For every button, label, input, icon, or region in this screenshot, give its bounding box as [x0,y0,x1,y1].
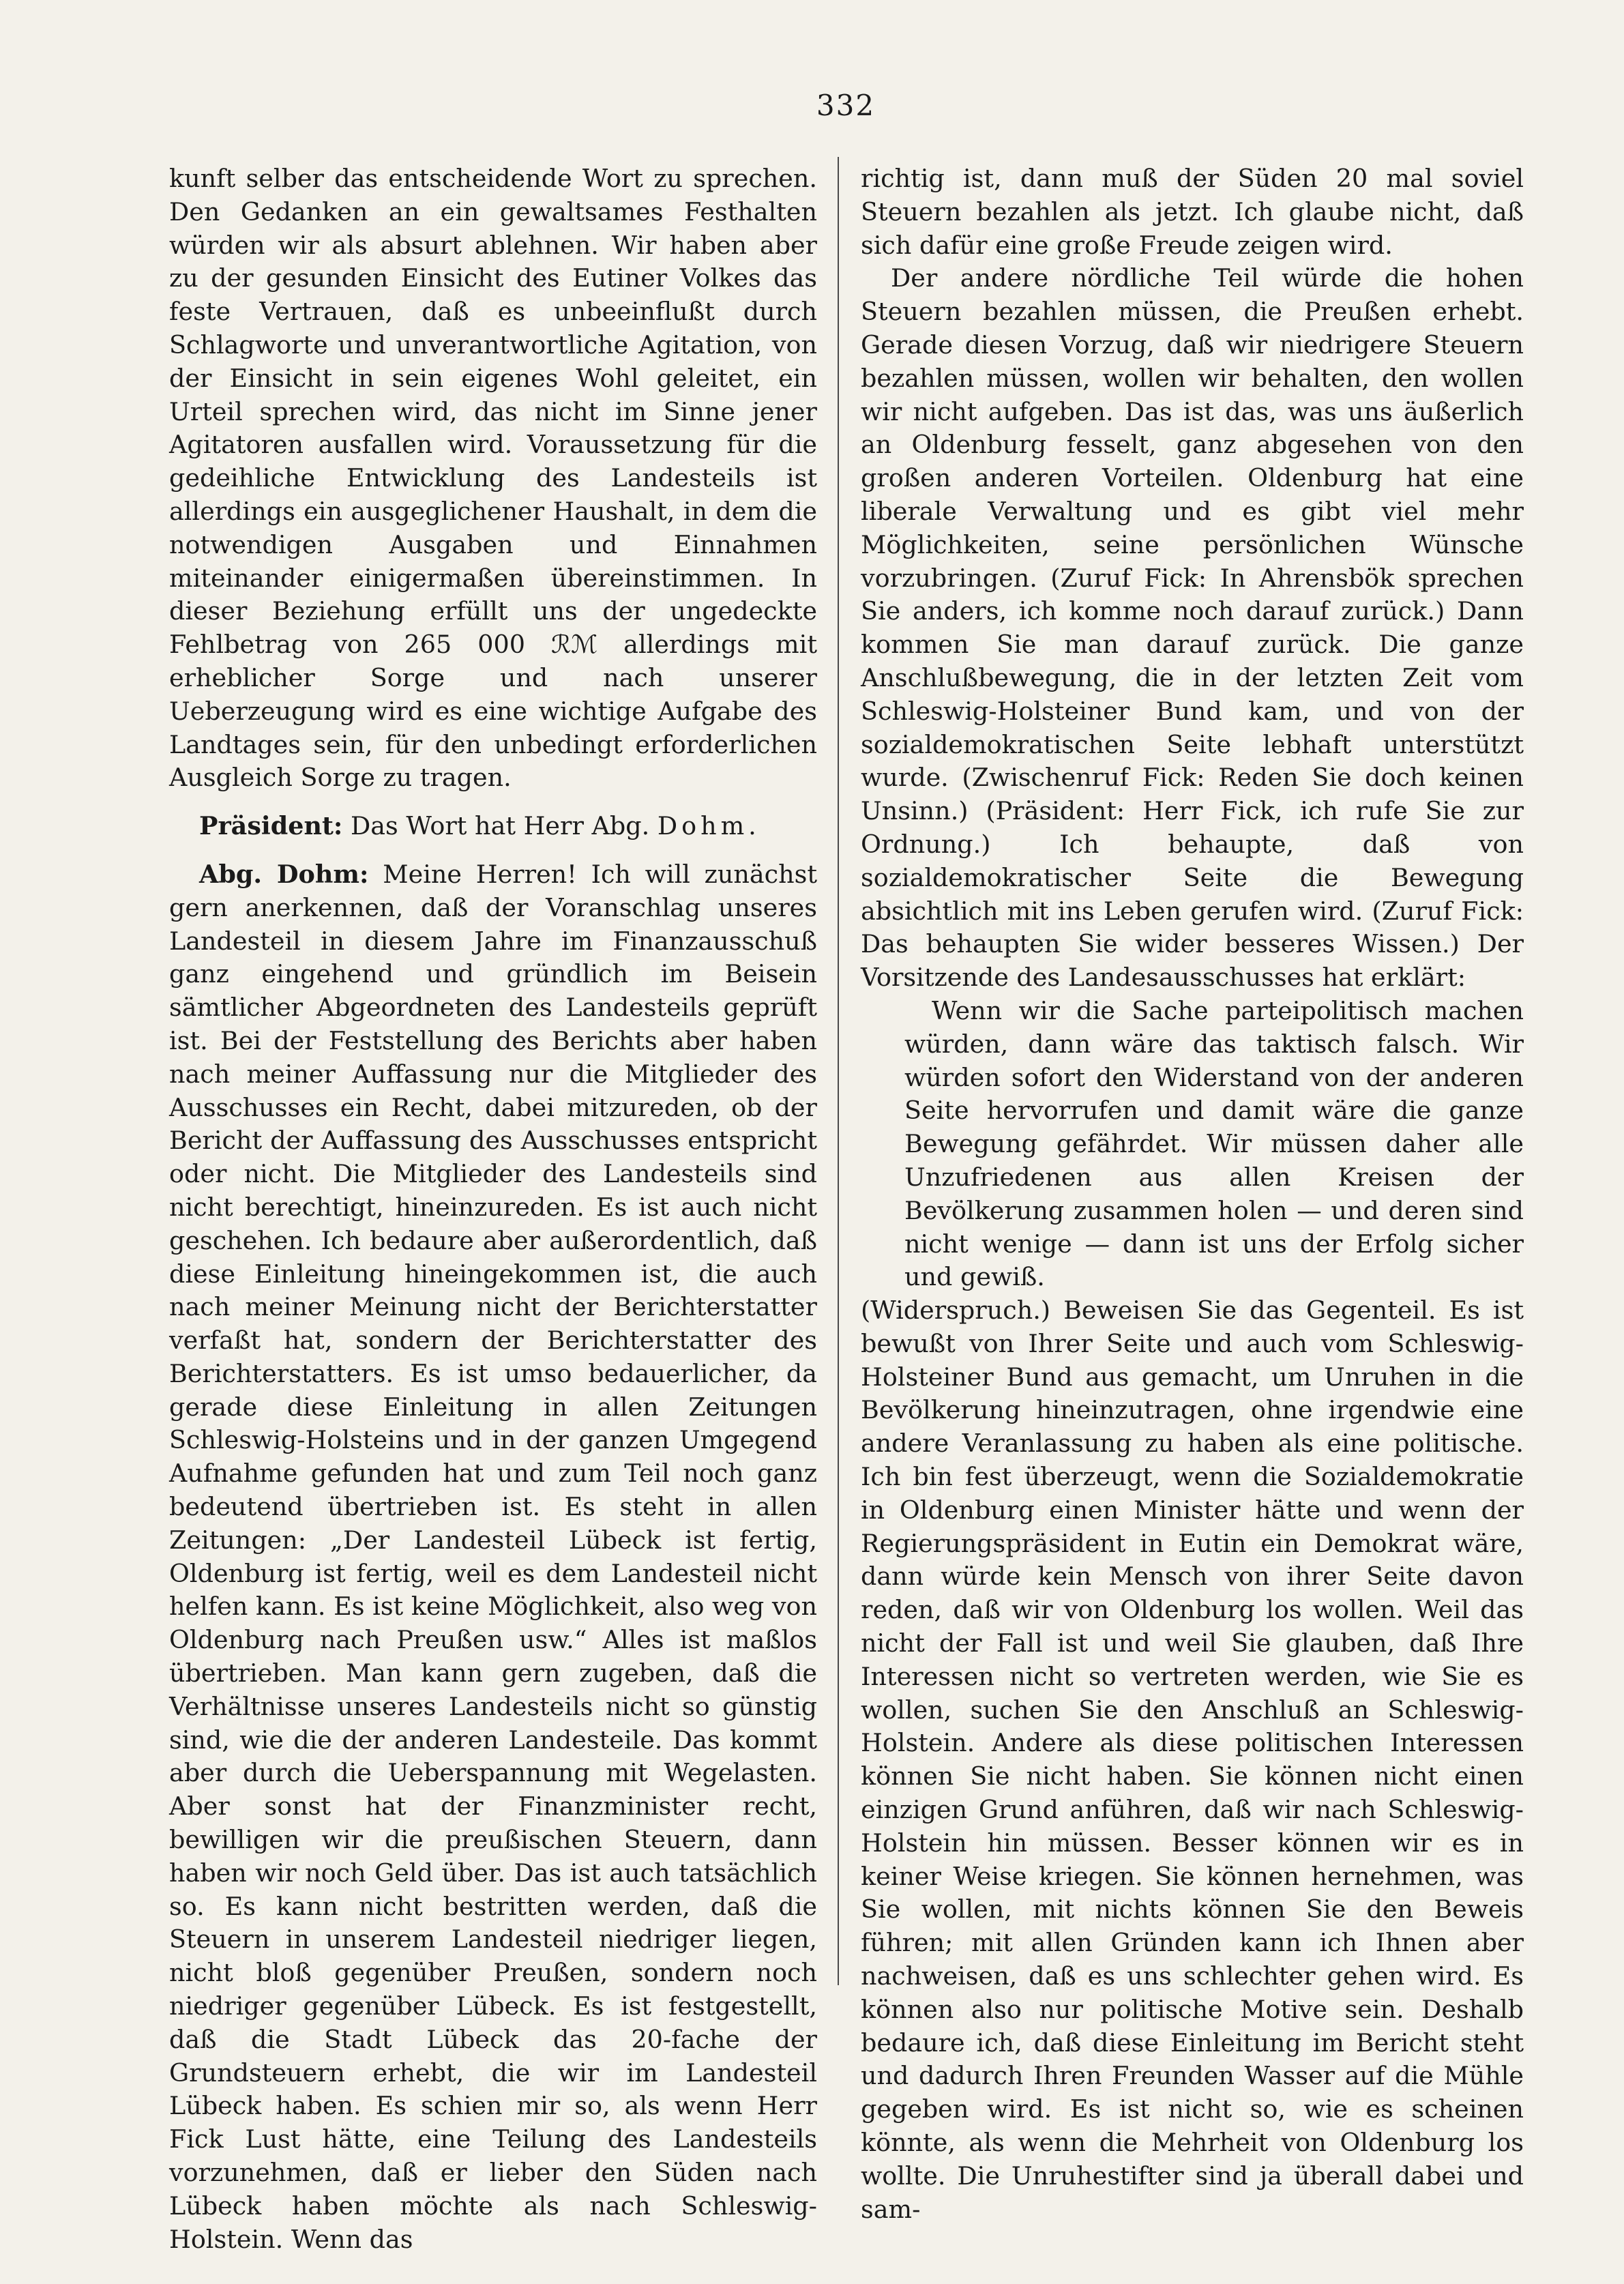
left-column [169,162,817,2256]
right-paragraph-3: (Widerspruch.) Beweisen Sie das Gegenteil. Es ist bewußt von Ihrer Seite und auch vom Schleswig-Holsteiner Bund aus gemacht, um Unruhen in die Bevölkerung hineinzutragen, ohne irgendwie eine andere Veranlassung zu haben als eine politische. Ich bin fest überzeugt, wenn die Sozialdemokratie in Oldenburg einen Minister hätte und wenn der Regierungspräsident in Eutin ein Demokrat wäre, dann würde kein Mensch von ihrer Seite davon reden, daß wir von Oldenburg los wollen. Weil das nicht der Fall ist und weil Sie glauben, daß Ihre Interessen nicht so vertreten werden, wie Sie es wollen, suchen Sie den Anschluß an Schleswig-Holstein. Andere als diese politischen Interessen können Sie nicht haben. Sie können nicht einen einzigen Grund anführen, daß wir nach Schleswig-Holstein hin müssen. Besser können wir es in keiner Weise kriegen. Sie können hernehmen, was Sie wollen, mit nichts können Sie den Beweis führen; mit allen Gründen kann ich Ihnen aber nachweisen, daß es uns schlechter gehen wird. Es können also nur politische Motive sein. Deshalb bedaure ich, daß diese Einleitung im Bericht steht und dadurch Ihren Freunden Wasser auf die Mühle gegeben wird. Es ist nicht so, wie es scheinen könnte, als wenn die Mehrheit von Oldenburg los wollte. Die Unruhestifter sind ja überall dabei und sam- [861,1295,1524,2224]
dohm-speech: Meine Herren! Ich will zunächst gern anerkennen, daß der Voranschlag unseres Landesteil in diesem Jahre im Finanzausschuß ganz eingehend und gründlich im Beisein sämtlicher Abgeordneten des Landesteils geprüft ist. Bei der Feststellung des Berichts aber haben nach meiner Auffassung nur die Mitglieder des Ausschusses ein Recht, dabei mitzureden, ob der Bericht der Auffassung des Ausschusses entspricht oder nicht. Die Mitglieder des Landesteils sind nicht berechtigt, hineinzureden. Es ist auch nicht geschehen. Ich bedaure aber außerordentlich, daß diese Einleitung hineingekommen ist, die auch nach meiner Meinung nicht der Berichterstatter verfaßt hat, sondern der Berichterstatter des Berichterstatters. Es ist umso bedauerlicher, da gerade diese Einleitung in allen Zeitungen Schleswig-Holsteins und in der ganzen Umgegend Aufnahme gefunden hat und zum Teil noch ganz bedeutend übertrieben ist. Es steht in allen Zeitungen: „Der Landesteil Lübeck ist fertig, Oldenburg ist fertig, weil es dem Landesteil nicht helfen kann. Es ist keine Möglichkeit, also weg von Oldenburg nach Preußen usw.“ Alles ist maßlos übertrieben. Man kann gern zugeben, daß die Verhältnisse unseres Landesteils nicht so günstig sind, wie die der anderen Landesteile. Das kommt aber durch die Ueberspannung mit Wegelasten. Aber sonst hat der Finanzminister recht, bewilligen wir die preußischen Steuern, dann haben wir noch Geld über. Das ist auch tatsächlich so. Es kann nicht bestritten werden, daß die Steuern in unserem Landesteil niedriger liegen, nicht bloß gegenüber Preußen, sondern noch niedriger gegenüber Lübeck. Es ist festgestellt, daß die Stadt Lübeck das 20-fache der Grundsteuern erhebt, die wir im Landesteil Lübeck haben. Es schien mir so, als wenn Herr Fick Lust hätte, eine Teilung des Landesteils vorzunehmen, daß er lieber den Süden nach Lübeck haben möchte als nach Schleswig-Holstein. Wenn das [169,859,817,2254]
president-statement: Das Wort hat Herr Abg. [350,811,650,841]
speaker-label-president: Präsident: [199,811,343,841]
left-paragraph-1: kunft selber das entscheidende Wort zu sprechen. Den Gedanken an ein gewaltsames Festhalten würden wir als absurt ablehnen. Wir haben aber zu der gesunden Einsicht des Eutiner Volkes das feste Vertrauen, daß es unbeeinflußt durch Schlagworte und unverantwortliche Agitation, von der Einsicht in sein eigenes Wohl geleitet, ein Urteil sprechen wird, das nicht im Sinne jener Agitatoren ausfallen wird. Voraussetzung für die gedeihliche Entwicklung des Landesteils ist allerdings ein ausgeglichener Haushalt, in dem die notwendigen Ausgaben und Einnahmen miteinander einigermaßen übereinstimmen. In dieser Beziehung erfüllt uns der ungedeckte Fehlbetrag von 265 000 ℛℳ allerdings mit erheblicher Sorge und nach unserer Ueberzeugung wird es eine wichtige Aufgabe des Landtages sein, für den unbedingt erforderlichen Ausgleich Sorge zu tragen. [169,164,817,793]
right-paragraph-1: richtig ist, dann muß der Süden 20 mal soviel Steuern bezahlen als jetzt. Ich glaube nicht, daß sich dafür eine große Freude zeigen wird. [861,164,1524,260]
block-quote: Wenn wir die Sache parteipolitisch machen würden, dann wäre das taktisch falsch. Wir würden sofort den Widerstand von der anderen Seite hervorrufen und damit wäre die ganze Bewegung gefährdet. Wir müssen daher alle Unzufriedenen aus allen Kreisen der Bevölkerung zusammen holen — und deren sind nicht wenige — dann ist uns der Erfolg sicher und gewiß. [904,995,1524,1292]
right-paragraph-2: Der andere nördliche Teil würde die hohen Steuern bezahlen müssen, die Preußen erhebt. Gerade diesen Vorzug, daß wir niedrigere Steuern bezahlen müssen, wollen wir behalten, den wollen wir nicht aufgeben. Das ist das, was uns äußerlich an Oldenburg fesselt, ganz abgesehen von den großen anderen Vorteilen. Oldenburg hat eine liberale Verwaltung und es gibt viel mehr Möglichkeiten, seine persönlichen Wünsche vorzubringen. (Zuruf Fick: In Ahrensbök sprechen Sie anders, ich komme noch darauf zurück.) Dann kommen Sie man darauf zurück. Die ganze Anschlußbewegung, die in der letzten Zeit vom Schleswig-Holsteiner Bund kam, und von der sozialdemokratischen Seite lebhaft unterstützt wurde. (Zwischenruf Fick: Reden Sie doch keinen Unsinn.) (Präsident: Herr Fick, ich rufe Sie zur Ordnung.) Ich behaupte, daß von sozialdemokratischer Seite die Bewegung absichtlich mit ins Leben gerufen wird. (Zuruf Fick: Das behaupten Sie wider besseres Wissen.) Der Vorsitzende des Landesausschusses hat erklärt: [861,263,1524,993]
speaker-name-dohm: Dohm. [657,811,761,841]
left-paragraph-3 [169,858,817,2256]
left-paragraph-2 [169,810,817,843]
column-divider [838,157,839,1985]
right-column [861,162,1524,2226]
speaker-label-dohm: Abg. Dohm: [199,859,369,889]
page-number: 332 [816,89,876,122]
